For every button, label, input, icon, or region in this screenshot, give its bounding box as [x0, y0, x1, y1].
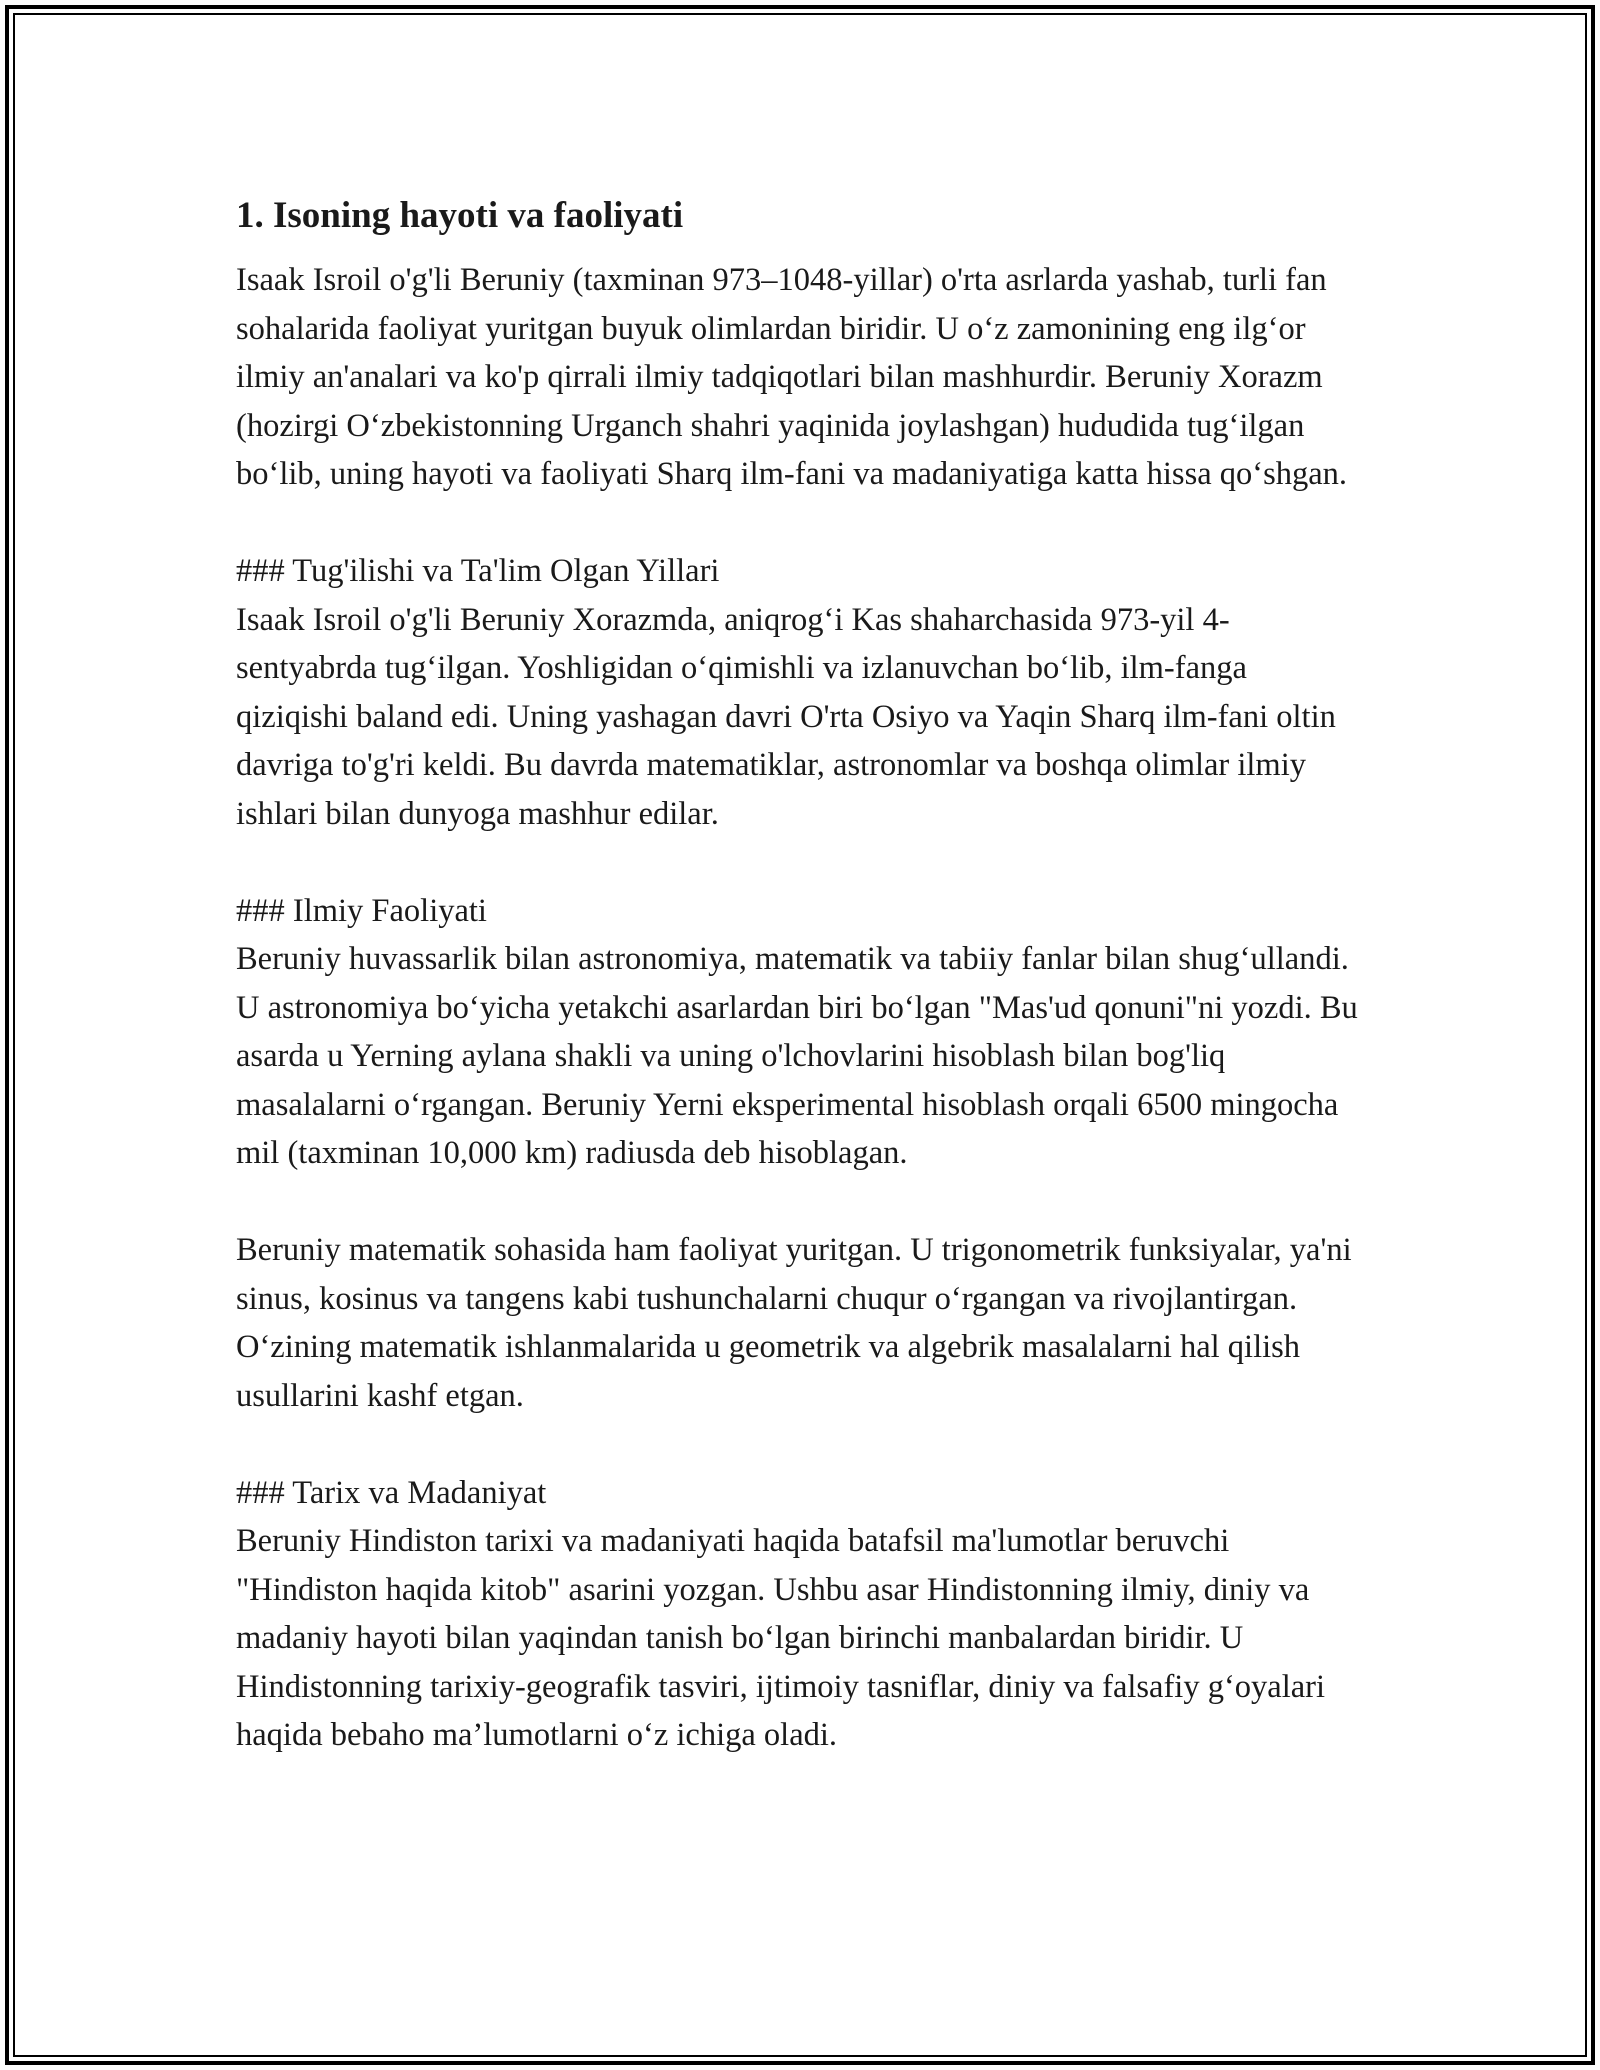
section-heading: ### Tarix va Madaniyat: [236, 1474, 547, 1511]
section-paragraph: Isaak Isroil o'g'li Beruniy Xorazmda, aniqrog‘i Kas shaharchasida 973-yil 4-sentyabrda tug‘ilgan. Yoshligidan o‘qimishli va izlanuvchan bo‘lib, ilm-fanga qiziqishi baland edi. Uning yashagan davri O'rta Osiyo va Yaqin Sharq ilm-fani oltin davriga to'g'ri keldi. Bu davrda matematiklar, astronomlar va boshqa olimlar ilmiy ishlari bilan dunyoga mashhur edilar.: [236, 601, 1336, 832]
section-history-culture: [236, 1469, 1366, 1760]
section-birth-education: [236, 547, 1366, 838]
section-mathematics: [236, 1226, 1366, 1420]
section-heading: ### Tug'ilishi va Ta'lim Olgan Yillari: [236, 553, 720, 589]
section-scientific-activity: [236, 887, 1366, 1178]
section-intro: [236, 256, 1366, 499]
section-paragraph: Isaak Isroil o'g'li Beruniy (taxminan 973–1048-yillar) o'rta asrlarda yashab, turli fan sohalarida faoliyat yuritgan buyuk olimlardan biridir. U o‘z zamonining eng ilg‘or ilmiy an'analari va ko'p qirrali ilmiy tadqiqotlari bilan mashhurdir. Beruniy Xorazm (hozirgi O‘zbekistonning Urganch shahri yaqinida joylashgan) hududida tug‘ilgan bo‘lib, uning hayoti va faoliyati Sharq ilm-fani va madaniyatiga katta hissa qo‘shgan.: [236, 262, 1348, 492]
section-paragraph: Beruniy matematik sohasida ham faoliyat yuritgan. U trigonometrik funksiyalar, ya'ni sinus, kosinus va tangens kabi tushunchalarni chuqur o‘rgangan va rivojlantirgan. O‘zining matematik ishlanmalarida u geometrik va algebrik masalalarni hal qilish usullarini kashf etgan.: [236, 1232, 1352, 1414]
section-heading: ### Ilmiy Faoliyati: [236, 892, 487, 929]
section-paragraph: Beruniy Hindiston tarixi va madaniyati haqida batafsil ma'lumotlar beruvchi "Hindiston haqida kitob" asarini yozgan. Ushbu asar Hindistonning ilmiy, diniy va madaniy hayoti bilan yaqindan tanish bo‘lgan birinchi manbalardan biridir. U Hindistonning tarixiy-geografik tasviri, ijtimoiy tasniflar, diniy va falsafiy g‘oyalari haqida bebaho ma’lumotlarni o‘z ichiga oladi.: [236, 1523, 1326, 1753]
section-paragraph: Beruniy huvassarlik bilan astronomiya, matematik va tabiiy fanlar bilan shug‘ullandi. U astronomiya bo‘yicha yetakchi asarlardan biri bo‘lgan "Mas'ud qonuni"ni yozdi. Bu asarda u Yerning aylana shakli va uning o'lchovlarini hisoblash bilan bog'liq masalalarni o‘rgangan. Beruniy Yerni eksperimental hisoblash orqali 6500 mingocha mil (taxminan 10,000 km) radiusda deb hisoblagan.: [236, 941, 1358, 1171]
document-title: 1. Isoning hayoti va faoliyati: [236, 195, 684, 236]
document-body: [236, 188, 1366, 1808]
